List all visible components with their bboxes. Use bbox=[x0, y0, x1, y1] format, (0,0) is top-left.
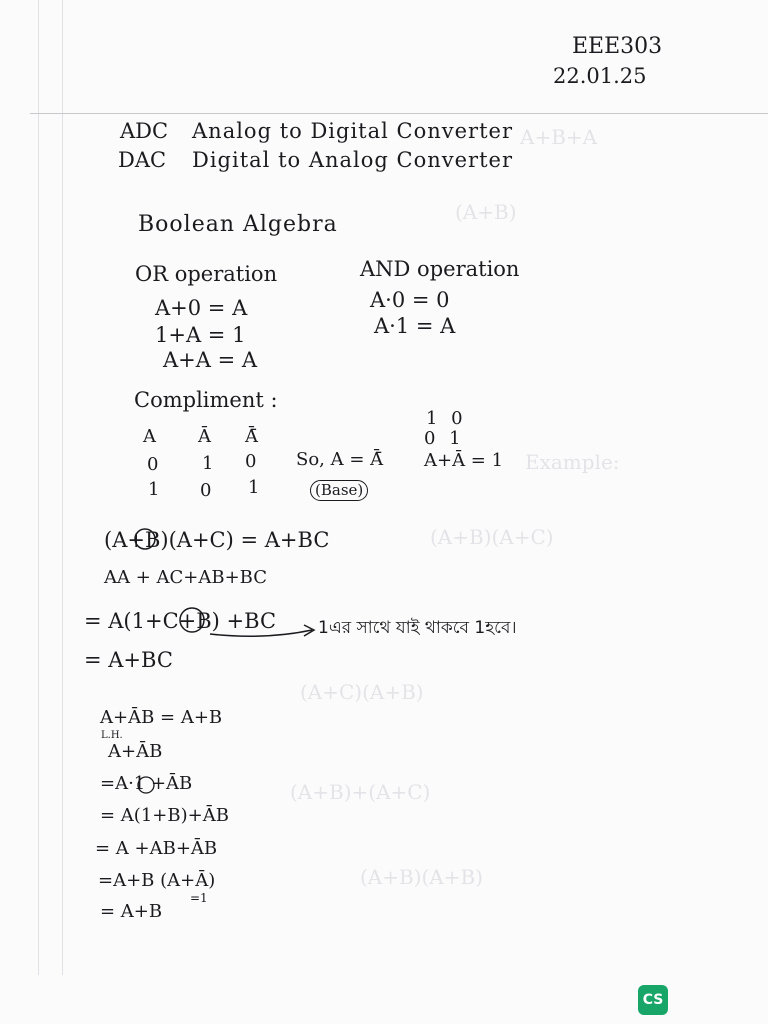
course-code: EEE303 bbox=[572, 34, 663, 59]
ghost-text: A+B+A bbox=[520, 125, 598, 149]
complement-cell: 1 bbox=[248, 477, 260, 498]
complement-cell: 0 bbox=[147, 454, 159, 475]
note-date: 22.01.25 bbox=[553, 64, 647, 88]
arrow-line bbox=[210, 630, 312, 636]
proof2-line: = A+B bbox=[100, 901, 163, 922]
or-operation-title: OR operation bbox=[135, 262, 278, 286]
proof2-statement: A+ĀB = A+B bbox=[100, 707, 223, 728]
proof2-line: = A(1+B)+ĀB bbox=[100, 805, 229, 826]
proof1-line: = A+BC bbox=[84, 648, 173, 672]
section-title: Boolean Algebra bbox=[138, 212, 338, 237]
or-rule: 1+A = 1 bbox=[155, 323, 246, 347]
lhs-label: L.H. bbox=[101, 730, 123, 741]
proof2-line: A+ĀB bbox=[108, 741, 163, 762]
and-rule: A·1 = A bbox=[374, 314, 456, 338]
ghost-text: (A+B)+(A+C) bbox=[290, 780, 431, 804]
and-operation-title: AND operation bbox=[360, 257, 520, 281]
ghost-text: (A+B)(A+B) bbox=[360, 865, 484, 889]
double-complement-note: So, A = Ā̄ bbox=[296, 449, 384, 470]
proof2-note: =1 bbox=[190, 891, 208, 905]
proof2-line: =A+B (A+Ā) bbox=[98, 870, 216, 891]
complement-header: A bbox=[143, 426, 156, 447]
complement-pair-bottom: 0 1 bbox=[424, 428, 465, 449]
and-rule: A·0 = 0 bbox=[370, 288, 450, 312]
complement-cell: 0 bbox=[245, 451, 257, 472]
or-rule: A+0 = A bbox=[155, 296, 248, 320]
proof1-note: 1এর সাথে যাই থাকবে 1হবে। bbox=[318, 618, 517, 638]
complement-cell: 0 bbox=[200, 480, 212, 501]
proof1-line: = A(1+C+B) +BC bbox=[84, 609, 277, 633]
complement-header: Ā bbox=[198, 426, 211, 447]
ghost-text: (A+B)(A+C) bbox=[430, 525, 554, 549]
or-rule: A+A = A bbox=[163, 348, 258, 372]
complement-header: Ā̄ bbox=[245, 426, 258, 447]
ghost-text: (A+C)(A+B) bbox=[300, 680, 424, 704]
complement-identity: A+Ā = 1 bbox=[424, 450, 504, 471]
complement-pair-top: 1 0 bbox=[426, 408, 467, 429]
circle-mark bbox=[138, 777, 154, 793]
proof2-line: = A +AB+ĀB bbox=[95, 838, 218, 859]
ghost-text: (A+B) bbox=[455, 200, 517, 224]
complement-cell: 1 bbox=[148, 479, 160, 500]
ghost-text: Example: bbox=[525, 450, 620, 474]
definition-abbr: ADC bbox=[120, 119, 169, 143]
definition-meaning: Analog to Digital Converter bbox=[192, 119, 513, 143]
circle-mark bbox=[180, 608, 204, 632]
camscanner-badge: CS bbox=[638, 985, 668, 1015]
definition-abbr: DAC bbox=[118, 148, 167, 172]
proof1-line: AA + AC+AB+BC bbox=[104, 567, 268, 588]
complement-cell: 1 bbox=[202, 453, 214, 474]
definition-meaning: Digital to Analog Converter bbox=[192, 148, 513, 172]
complement-title: Compliment : bbox=[134, 388, 278, 412]
proof1-line: (A+B)(A+C) = A+BC bbox=[104, 528, 330, 552]
proof2-line: =A·1 +ĀB bbox=[100, 773, 193, 794]
circle-mark bbox=[135, 529, 155, 549]
base-label: (Base) bbox=[310, 480, 368, 501]
